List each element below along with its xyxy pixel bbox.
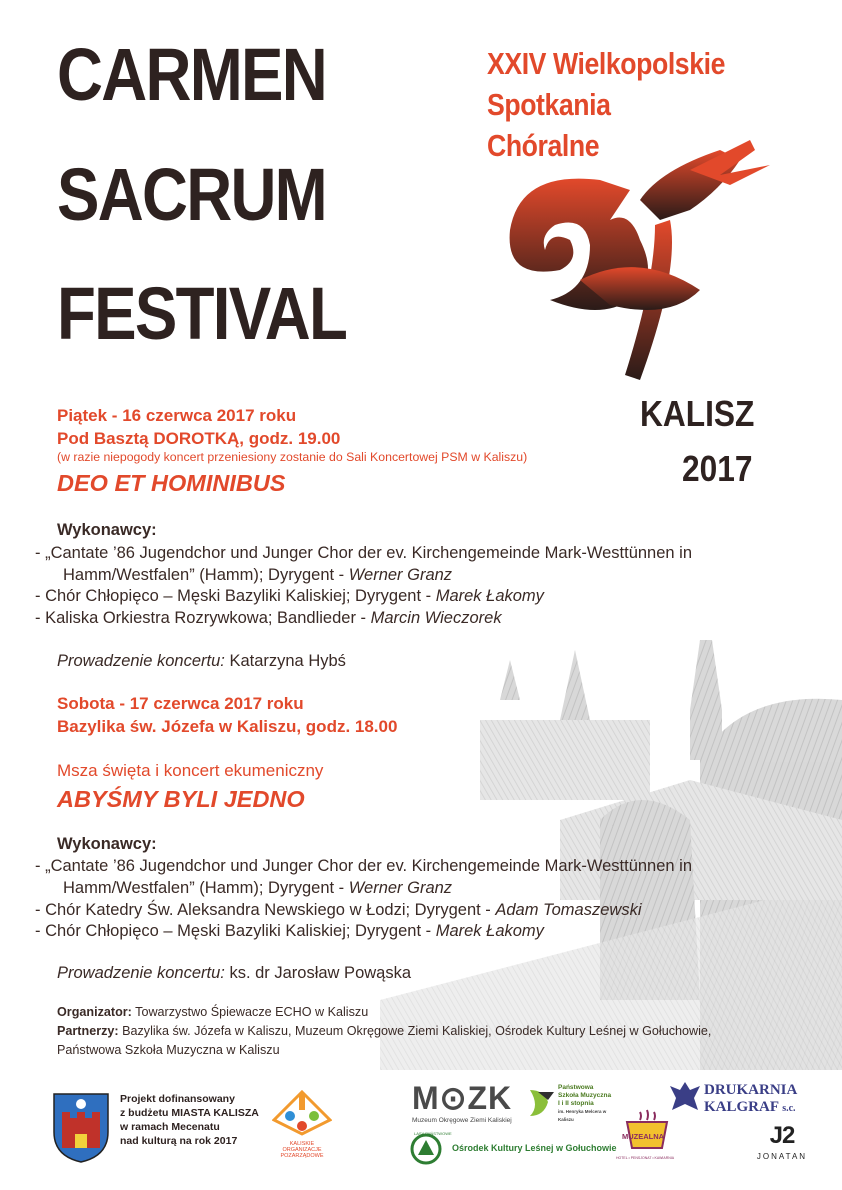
lasy-panstwowe-icon — [410, 1133, 442, 1165]
okl-logo: LASY PAŃSTWOWE Ośrodek Kultury Leśnej w Gołuchowie — [410, 1133, 610, 1169]
festival-title-line-2: SACRUM — [57, 153, 326, 236]
day2-host: Prowadzenie koncertu: ks. dr Jarosław Powąska — [57, 964, 412, 982]
day2-performer-4: - Chór Chłopięco – Męski Bazyliki Kaliskiej; Dyrygent - Marek Łakomy — [35, 922, 544, 940]
kalisz-coat-of-arms-icon — [52, 1092, 110, 1164]
day2-place: Bazylika św. Józefa w Kaliszu, godz. 18.00 — [57, 717, 398, 736]
day1-performer-4: - Kaliska Orkiestra Rozrywkowa; Bandlieder - Marcin Wieczorek — [35, 609, 502, 627]
day1-date: Piątek - 16 czerwca 2017 roku — [57, 406, 297, 425]
day1-performers-heading: Wykonawcy: — [57, 521, 157, 539]
psm-logo: Państwowa Szkoła Muzyczna I i II stopnia im. Henryka Melcera w Kaliszu — [528, 1084, 623, 1124]
day1-performer-1: - „Cantate ’86 Jugendchor und Junger Chor der ev. Kirchengemeinde Mark-Westtünnen in — [35, 544, 693, 562]
partners-line-1: Partnerzy: Bazylika św. Józefa w Kaliszu, Muzeum Okręgowe Ziemi Kaliskiej, Ośrodek Kultury Leśnej w Gołuchowie, — [57, 1024, 712, 1038]
day2-subtitle: Msza święta i koncert ekumeniczny — [57, 761, 324, 780]
day1-place: Pod Basztą DOROTKĄ, godz. 19.00 — [57, 429, 341, 448]
day1-host: Prowadzenie koncertu: Katarzyna Hybś — [57, 652, 346, 670]
ngo-mark-icon — [272, 1090, 332, 1136]
psm-mark-icon — [528, 1086, 556, 1120]
event-title-line-1: XXIV Wielkopolskie — [487, 46, 725, 81]
day2-performer-2: Hamm/Westfalen” (Hamm); Dyrygent - Werner Granz — [63, 879, 453, 897]
mozk-logo: M⊙ZK Muzeum Okręgowe Ziemi Kaliskiej — [412, 1080, 513, 1124]
day2-performers-heading: Wykonawcy: — [57, 835, 157, 853]
day1-concert-title: DEO ET HOMINIBUS — [57, 470, 286, 496]
day2-performer-3: - Chór Katedry Św. Aleksandra Newskiego w Łodzi; Dyrygent - Adam Tomaszewski — [35, 901, 642, 919]
drukarnia-kalgraf-logo: DRUKARNIA KALGRAF s.c. — [668, 1080, 818, 1120]
event-title-line-3: Chóralne — [487, 128, 600, 163]
day1-performer-2: Hamm/Westfalen” (Hamm); Dyrygent - Werner Granz — [63, 566, 453, 584]
event-title-line-2: Spotkania — [487, 87, 611, 122]
festival-calligraphy-logo — [490, 130, 780, 390]
festival-title-line-3: FESTIVAL — [57, 272, 347, 355]
organizer: Organizator: Towarzystwo Śpiewacze ECHO w Kaliszu — [57, 1005, 369, 1019]
year-label: 2017 — [682, 448, 753, 489]
muzealna-cup-icon — [622, 1108, 672, 1152]
funding-note: Projekt dofinansowany z budżetu MIASTA KALISZA w ramach Mecenatu nad kulturą na rok 2017 — [120, 1093, 259, 1147]
partners-line-2: Państwowa Szkoła Muzyczna w Kaliszu — [57, 1043, 280, 1057]
day2-performer-1: - „Cantate ’86 Jugendchor und Junger Chor der ev. Kirchengemeinde Mark-Westtünnen in — [35, 857, 693, 875]
festival-title-line-1: CARMEN — [57, 33, 326, 116]
ngo-logo: KALISKIE ORGANIZACJE POZARZĄDOWE — [272, 1090, 332, 1160]
muzealna-logo: MUZEALNA HOTEL • PENSJONAT • KAWIARNIA — [618, 1108, 676, 1168]
jonatan-logo: J2 JONATAN — [756, 1122, 808, 1161]
day1-performer-3: - Chór Chłopięco – Męski Bazyliki Kaliskiej; Dyrygent - Marek Łakomy — [35, 587, 544, 605]
day2-concert-title: ABYŚMY BYLI JEDNO — [57, 786, 305, 812]
city-label: KALISZ — [640, 393, 755, 434]
day1-note: (w razie niepogody koncert przeniesiony zostanie do Sali Koncertowej PSM w Kaliszu) — [57, 450, 528, 464]
day2-date: Sobota - 17 czerwca 2017 roku — [57, 694, 304, 713]
